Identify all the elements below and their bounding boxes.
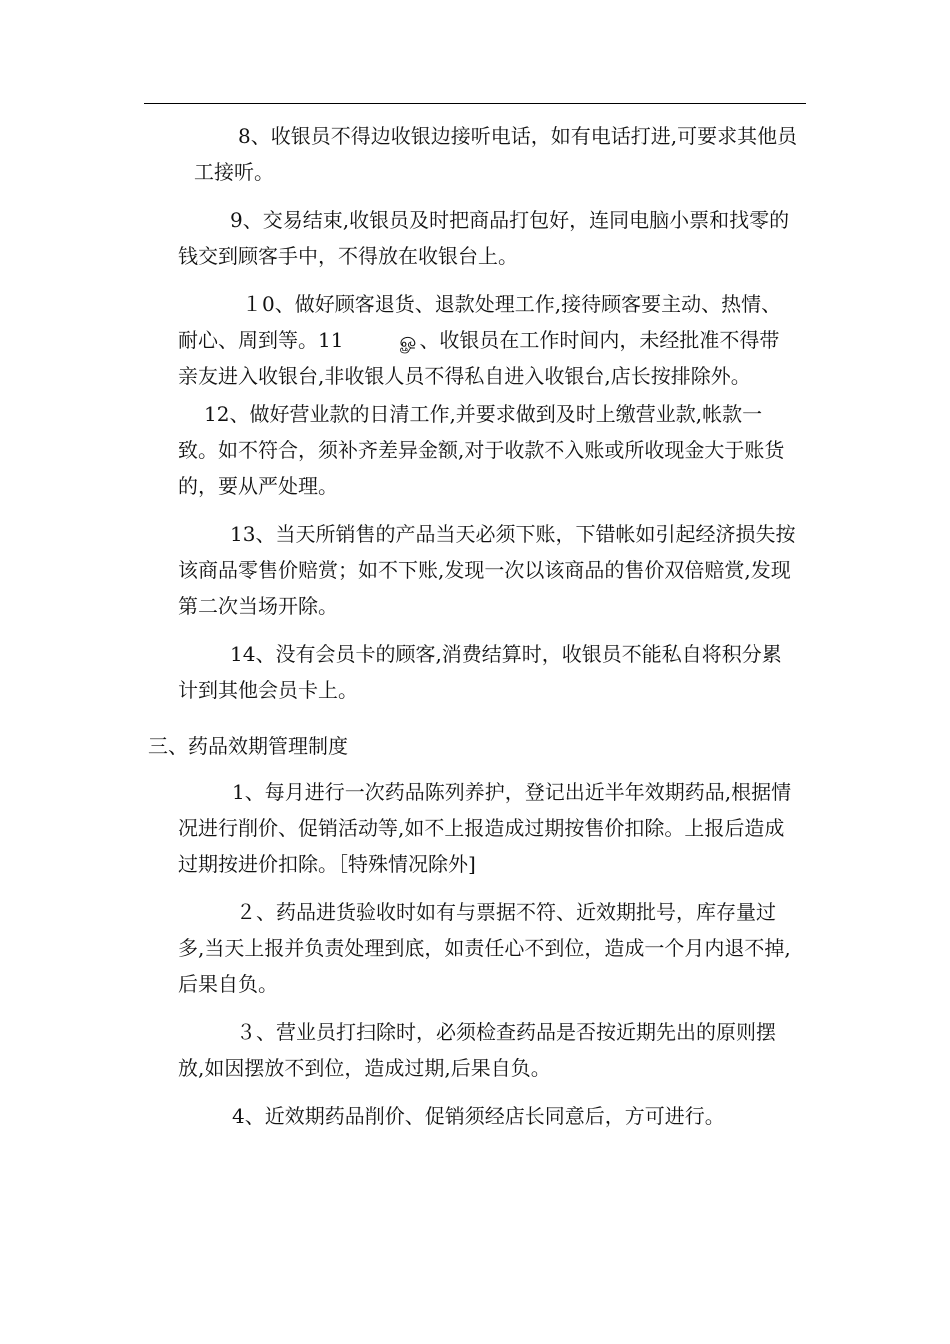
- paragraph-10-text: １0、做好顾客退货、退款处理工作,接待顾客要主动、热情、耐心、周到等。11: [178, 292, 782, 352]
- document-body: [148, 118, 798, 1146]
- stray-glyph: ௐ: [399, 328, 420, 352]
- paragraph-12: 12、做好营业款的日清工作,并要求做到及时上缴营业款,帐款一致。如不符合，须补齐差异金额,对于收款不入账或所收现金大于账货的，要从严处理。: [178, 402, 785, 498]
- section-item-3: ３、营业员打扫除时，必须检查药品是否按近期先出的原则摆放,如因摆放不到位，造成过期,后果自负。: [178, 1020, 776, 1080]
- paragraph-11-text: 、收银员在工作时间内，未经批准不得带亲友进入收银台,非收银人员不得私自进入收银台,店长按排除外。: [178, 328, 780, 388]
- section-item-2: ２、药品进货验收时如有与票据不符、近效期批号，库存量过多,当天上报并负责处理到底，如责任心不到位，造成一个月内退不掉,后果自负。: [178, 900, 791, 996]
- section-item-1: 1、每月进行一次药品陈列养护，登记出近半年效期药品,根据情况进行削价、促销活动等,如不上报造成过期按售价扣除。上报后造成过期按进价扣除。［特殊情况除外]: [178, 780, 792, 876]
- paragraph-14: 14、没有会员卡的顾客,消费结算时，收银员不能私自将积分累计到其他会员卡上。: [178, 642, 782, 702]
- paragraph-9: 9、交易结束,收银员及时把商品打包好，连同电脑小票和找零的钱交到顾客手中，不得放在收银台上。: [178, 208, 790, 268]
- section-heading: 三、药品效期管理制度: [148, 734, 348, 758]
- section-item-4: 4、近效期药品削价、促销须经店长同意后，方可进行。: [232, 1104, 725, 1128]
- paragraph-8: 8、收银员不得边收银边接听电话，如有电话打进,可要求其他员工接听。: [194, 124, 798, 184]
- paragraph-13: 13、当天所销售的产品当天必须下账，下错帐如引起经济损失按该商品零售价赔赏；如不下账,发现一次以该商品的售价双倍赔赏,发现第二次当场开除。: [178, 522, 796, 618]
- header-rule: [144, 103, 806, 104]
- paragraph-10-11: [178, 286, 798, 394]
